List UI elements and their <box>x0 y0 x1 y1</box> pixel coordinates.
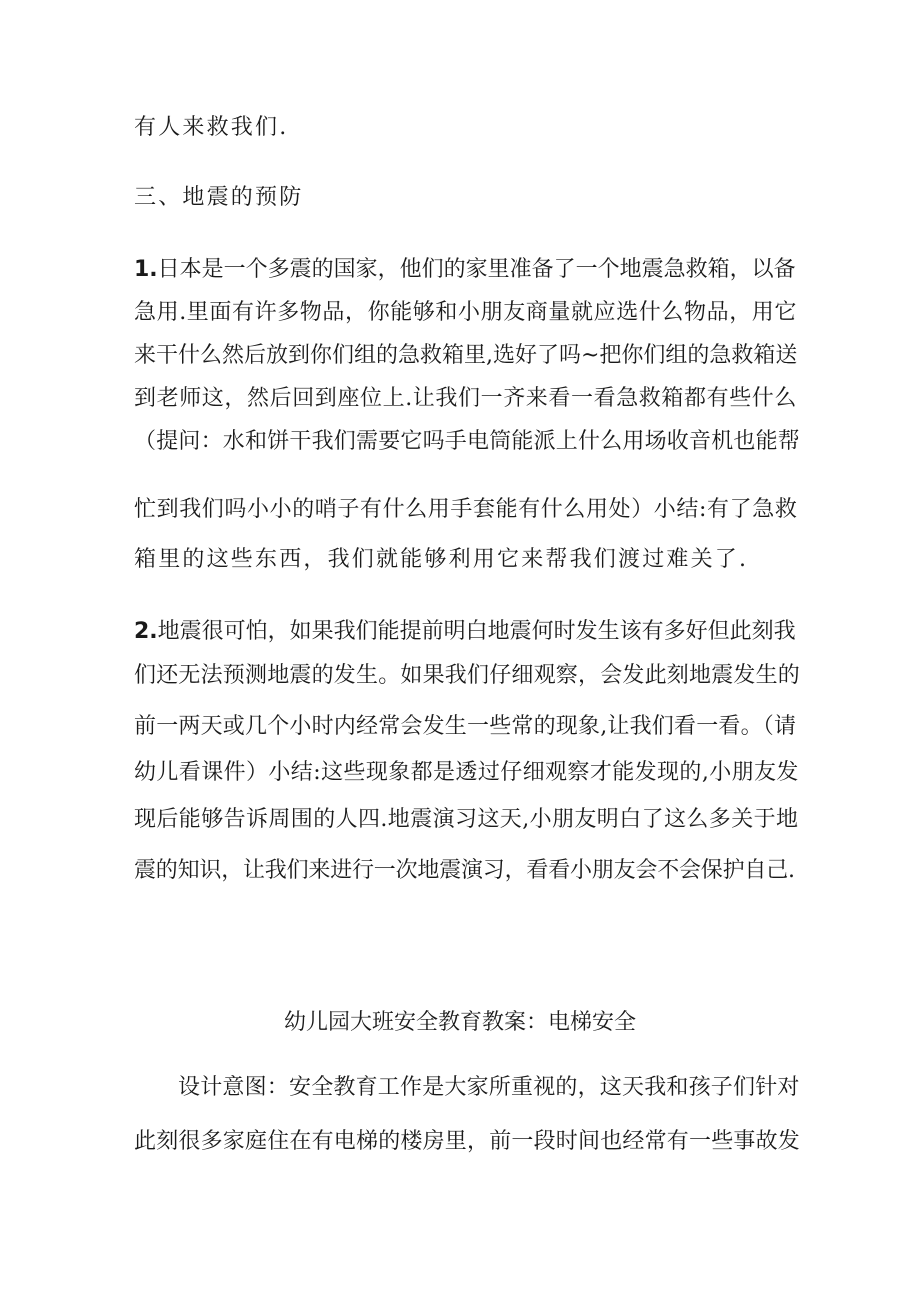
paragraph-2-line-6: 震的知识，让我们来进行一次地震演习，看看小朋友会不会保护自己. <box>134 858 795 883</box>
paragraph-2-line-5: 现后能够告诉周围的人四.地震演习这天,小朋友明白了这么多关于地 <box>134 807 799 832</box>
section-title: 幼儿园大班安全教育教案：电梯安全 <box>283 1010 636 1035</box>
intro-line-1: 设计意图：安全教育工作是大家所重视的，这天我和孩子们针对 <box>178 1075 800 1100</box>
paragraph-2-line-1: 2.地震很可怕，如果我们能提前明白地震何时发生该有多好但此刻我 <box>134 619 796 644</box>
paragraph-1-line-2: 急用.里面有许多物品，你能够和小朋友商量就应选什么物品，用它 <box>134 300 797 325</box>
paragraph-2-number: 2. <box>134 619 158 644</box>
continued-text-line: 有人来救我们. <box>134 115 289 140</box>
paragraph-1-line-5: （提问：水和饼干我们需要它吗手电筒能派上什么用场收音机也能帮 <box>134 429 801 454</box>
paragraph-2-line-4: 幼儿看课件）小结:这些现象都是透过仔细观察才能发现的,小朋友发 <box>134 760 799 785</box>
intro-line-2: 此刻很多家庭住在有电梯的楼房里，前一段时间也经常有一些事故发 <box>134 1129 801 1154</box>
paragraph-1-line-4: 到老师这，然后回到座位上.让我们一齐来看一看急救箱都有些什么 <box>134 386 797 411</box>
paragraph-1-line-1: 1.日本是一个多震的国家，他们的家里准备了一个地震急救箱，以备 <box>134 257 796 282</box>
paragraph-1-number: 1. <box>134 257 158 282</box>
section-heading-earthquake-prevention: 三、地震的预防 <box>134 185 304 210</box>
paragraph-1-line-7: 箱里的这些东西，我们就能够利用它来帮我们渡过难关了. <box>134 547 749 572</box>
paragraph-2-line-3: 前一两天或几个小时内经常会发生一些常的现象,让我们看一看。（请 <box>134 714 797 739</box>
paragraph-2-line-2: 们还无法预测地震的发生。如果我们仔细观察，会发此刻地震发生的 <box>134 663 801 688</box>
paragraph-1-line-3: 来干什么然后放到你们组的急救箱里,选好了吗~把你们组的急救箱送 <box>134 343 798 368</box>
paragraph-1-line-6: 忙到我们吗小小的哨子有什么用手套能有什么用处）小结:有了急救 <box>134 497 798 522</box>
